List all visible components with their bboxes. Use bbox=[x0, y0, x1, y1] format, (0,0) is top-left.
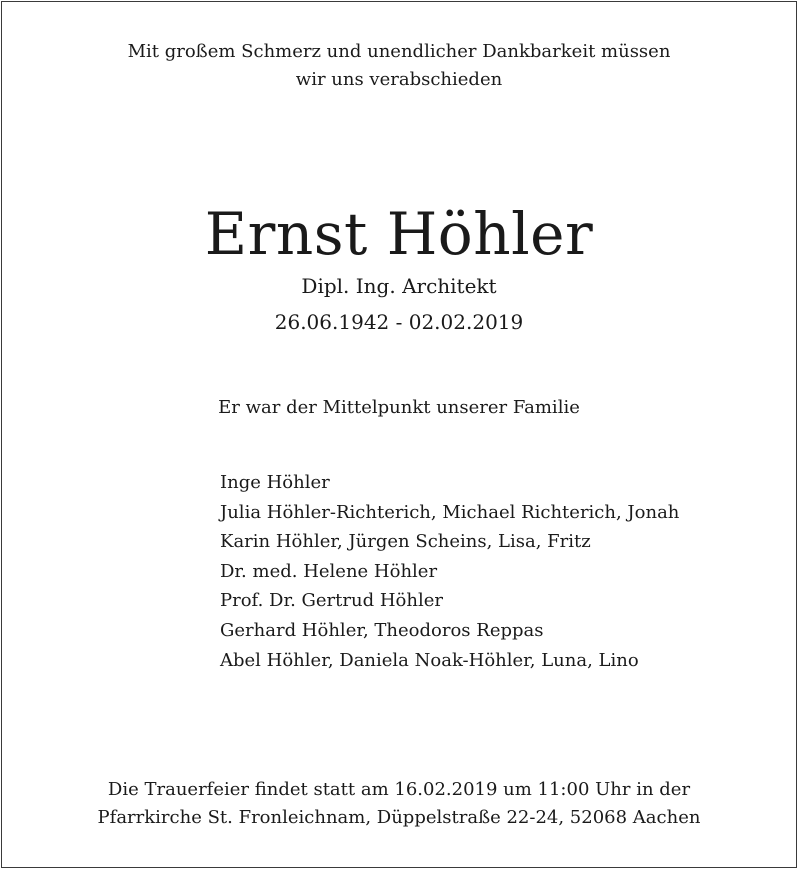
deceased-name: Ernst Höhler bbox=[204, 200, 594, 268]
mourner-entry: Inge Höhler bbox=[220, 472, 330, 493]
intro-text bbox=[2, 38, 796, 94]
mourner-entry: Karin Höhler, Jürgen Scheins, Lisa, Fritz bbox=[220, 531, 591, 553]
intro-line-2: wir uns verabschieden bbox=[295, 69, 503, 90]
mourner-entry: Gerhard Höhler, Theodoros Reppas bbox=[220, 619, 544, 641]
mourners-list bbox=[220, 468, 679, 675]
mourner-entry: Dr. med. Helene Höhler bbox=[220, 560, 438, 582]
mourner-entry: Abel Höhler, Daniela Noak-Höhler, Luna, Lino bbox=[220, 649, 639, 671]
mourner-entry: Prof. Dr. Gertrud Höhler bbox=[220, 590, 443, 612]
life-dates: 26.06.1942 - 02.02.2019 bbox=[274, 310, 524, 334]
obituary-notice bbox=[1, 1, 797, 868]
mourner-entry: Julia Höhler-Richterich, Michael Richterich, Jonah bbox=[220, 501, 680, 523]
ceremony-info bbox=[2, 776, 796, 832]
intro-line-1: Mit großem Schmerz und unendlicher Dankbarkeit müssen bbox=[127, 41, 671, 62]
ceremony-line-1: Die Trauerfeier findet statt am 16.02.2019 um 11:00 Uhr in der bbox=[107, 779, 691, 800]
deceased-title: Dipl. Ing. Architekt bbox=[301, 274, 497, 298]
ceremony-line-2: Pfarrkirche St. Fronleichnam, Düppelstraße 22-24, 52068 Aachen bbox=[97, 807, 701, 828]
motto-text: Er war der Mittelpunkt unserer Familie bbox=[218, 397, 580, 418]
